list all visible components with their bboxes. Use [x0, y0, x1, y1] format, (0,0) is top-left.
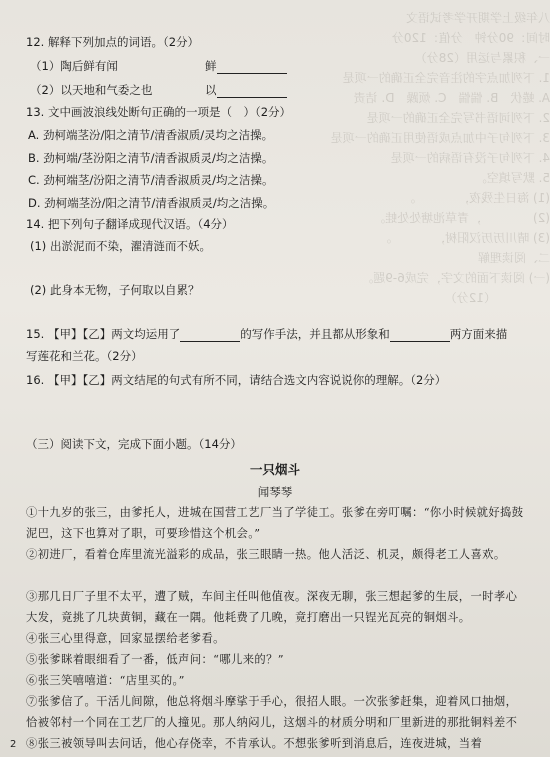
bleed-line: 1. 下列加点字的注音完全正确的一项是	[342, 71, 550, 85]
bleed-line: (3) 晴川历历汉阳树， 。	[379, 231, 550, 245]
q15-part1: 15. 【甲】【乙】两文均运用了	[26, 327, 181, 341]
passage-paragraph-3: ③那几日厂子里不太平，遭了贼，车间主任叫他值夜。深夜无聊，张三想起爹的生辰，一时孝心大发，竟挑了几块黄铜，藏在一隅。他耗费了几晚，竟打磨出一只锃光瓦亮的铜烟斗。	[26, 590, 518, 624]
q14-item2: (2) 此身本无物，子何取以自累？	[30, 283, 200, 297]
bleed-through-text	[250, 8, 550, 338]
bleed-line: 2. 下列词语书写完全正确的一项是	[366, 111, 550, 125]
q15-line2: 写莲花和兰花。（2分）	[26, 349, 143, 363]
q15-part2: 的写作手法，并且都从形象和	[240, 327, 390, 341]
bleed-line: 4. 下列句子没有语病的一项是	[390, 151, 550, 165]
q15-line1	[26, 326, 507, 342]
bleed-line: 二、阅读理解	[477, 251, 550, 265]
q12-item1: （1）陶后鲜有闻	[30, 59, 118, 73]
bleed-line: (2) ，青草池塘处处蛙。	[373, 211, 550, 225]
q12-stem: 12. 解释下列加点的词语。（2分）	[26, 35, 200, 49]
passage-paragraph-2: ②初进厂，看着仓库里流光溢彩的成品，张三眼睛一热。他人活泛、机灵，颇得老工人喜欢。	[26, 548, 506, 561]
passage-title: 一只烟斗	[249, 462, 300, 477]
bleed-line: （12分）	[444, 291, 550, 305]
bleed-line: 3. 下列句子中加点成语使用正确的一项是	[330, 131, 550, 145]
passage-paragraph-8: ⑧张三被领导叫去问话，他心存侥幸，不肯承认。不想张爹听到消息后，连夜进城，当着	[26, 737, 483, 750]
q16-text: 16. 【甲】【乙】两文结尾的句式有所不同，请结合选文内容说说你的理解。（2分）	[26, 373, 447, 387]
q14-item1: (1) 出淤泥而不染，濯清涟而不妖。	[30, 239, 211, 253]
section3-heading: （三）阅读下文，完成下面小题。（14分）	[26, 437, 242, 451]
passage-paragraph-5: ⑤张爹眯着眼细看了一番，低声问：“哪儿来的？”	[26, 653, 284, 666]
q12-item1-word	[205, 58, 287, 74]
bleed-line: A. 蜷伏 B. 惴惴 C. 烦躁 D. 诘责	[353, 91, 550, 105]
passage-paragraph-6: ⑥张三笑嘻嘻道：“店里买的。”	[26, 674, 185, 687]
q13-stem: 13. 文中画波浪线处断句正确的一项是（ ）（2分）	[26, 105, 292, 119]
q12-item1-word-label: 鲜	[205, 59, 217, 73]
page-number: 2	[10, 739, 17, 750]
passage-paragraph-4: ④张三心里得意，回家显摆给老爹看。	[26, 632, 225, 645]
bleed-line: 5. 默写填空。	[474, 171, 550, 185]
passage-paragraph-7: ⑦张爹信了。干活儿间隙，他总将烟斗摩挲于手心，很招人眼。一次张爹赶集，迎着风口抽烟，恰被邻村一个同在工艺厂的人撞见。那人纳闷儿，这烟斗的材质分明和厂里新进的那批铜料差不	[26, 695, 518, 729]
bleed-line: 一、积累与运用（28分）	[414, 51, 550, 65]
bleed-line: (一) 阅读下面的文字，完成6-9题。	[361, 271, 550, 285]
q12-item2-blank[interactable]	[217, 97, 287, 98]
q13-option-b[interactable]: B. 劲柯端/茎汾阳之清节/清香淑质灵/均之洁操。	[28, 151, 274, 165]
q15-part3: 两方面来描	[449, 327, 508, 341]
q15-blank2[interactable]	[390, 341, 450, 342]
q12-item2-word	[205, 82, 287, 98]
q13-option-a[interactable]: A. 劲柯端茎汾/阳之清节/清香淑质/灵均之洁操。	[28, 128, 274, 142]
q13-option-c[interactable]: C. 劲柯端茎/汾阳之清节/清香淑质灵/均之洁操。	[28, 173, 274, 187]
q12-item1-blank[interactable]	[217, 73, 287, 74]
q13-option-d[interactable]: D. 劲柯端茎汾/阳之清节/清香淑质灵/均之洁操。	[28, 196, 275, 210]
passage-author: 闻琴琴	[257, 485, 293, 499]
q14-stem: 14. 把下列句子翻译成现代汉语。（4分）	[26, 217, 234, 231]
bleed-line: 八年级上学期开学考试语文	[405, 11, 550, 25]
passage-paragraph-1: ①十九岁的张三，由爹托人，进城在国营工艺厂当了学徒工。张爹在旁叮嘱：“你小时候就好捣鼓泥巴，这下也算对了职，可要珍惜这个机会。”	[26, 506, 524, 540]
q12-item2: （2）以天地和气委之也	[30, 83, 153, 97]
q15-blank1[interactable]	[180, 341, 240, 342]
bleed-line: (1) 海日生残夜， 。	[403, 191, 550, 205]
q12-item2-word-label: 以	[205, 83, 217, 97]
bleed-line: 时间：90分钟 分值：120分	[391, 31, 550, 45]
